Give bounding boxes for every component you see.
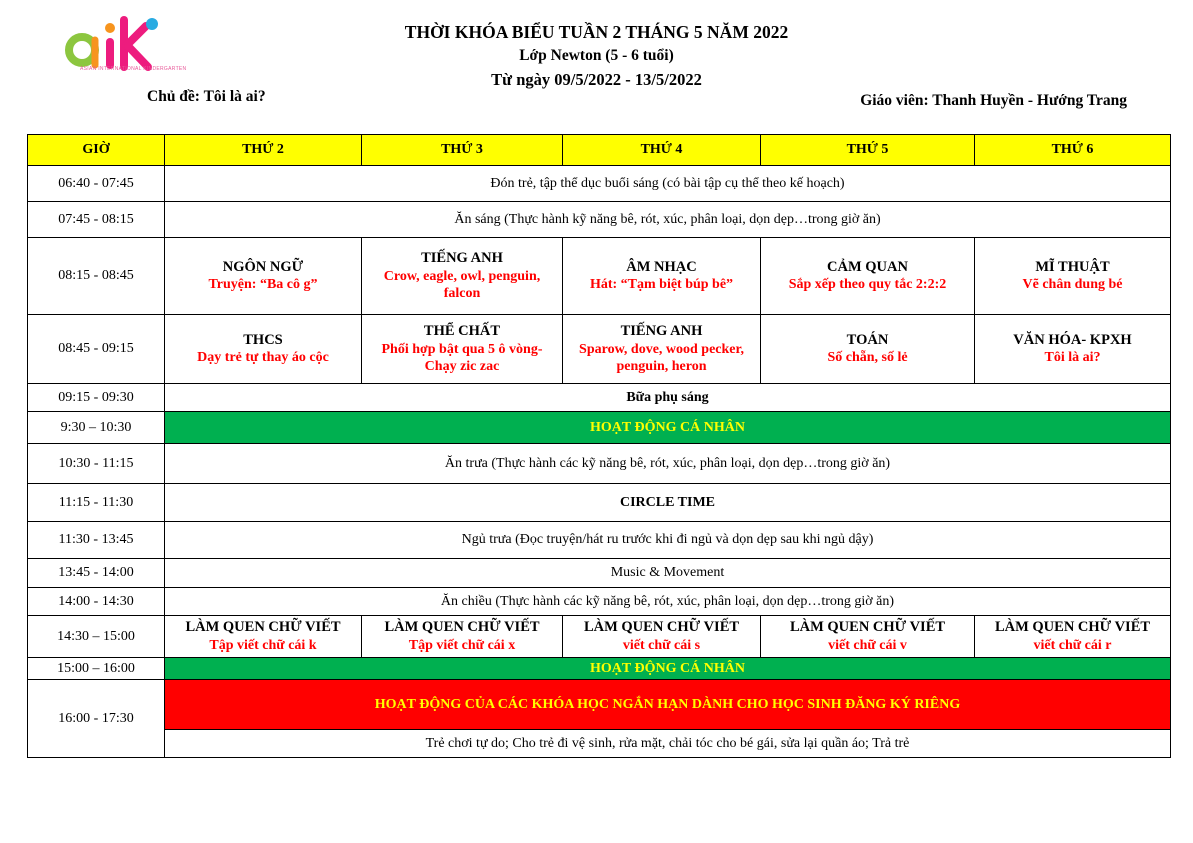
- lesson-detail: Vẽ chân dung bé: [1022, 277, 1123, 293]
- lesson-cell: [362, 616, 563, 658]
- time-cell: 08:15 - 08:45: [28, 238, 165, 315]
- table-row: [28, 202, 1171, 238]
- time-cell: 07:45 - 08:15: [28, 202, 165, 238]
- lesson-cell: [761, 315, 975, 384]
- activity-cell: CIRCLE TIME: [165, 484, 1171, 522]
- time-cell: 9:30 – 10:30: [28, 412, 165, 444]
- logo-caption: ASIAN INTERNATIONAL KINDERGARTEN: [80, 66, 187, 72]
- time-cell: 14:30 – 15:00: [28, 616, 165, 658]
- date-range: Từ ngày 09/5/2022 - 13/5/2022: [491, 70, 702, 89]
- lesson-cell: [362, 238, 563, 315]
- subject-name: MĨ THUẬT: [1035, 258, 1110, 275]
- col-header-wed: THỨ 4: [563, 135, 761, 166]
- subject-name: LÀM QUEN CHỮ VIẾT: [583, 619, 740, 636]
- table-row: [28, 444, 1171, 484]
- lesson-cell: [761, 238, 975, 315]
- subject-name: VĂN HÓA- KPXH: [1013, 331, 1132, 348]
- lesson-cell: [761, 616, 975, 658]
- table-row: [28, 412, 1171, 444]
- timetable: [27, 134, 1171, 758]
- activity-cell: Bữa phụ sáng: [165, 384, 1171, 412]
- special-course-cell: HOẠT ĐỘNG CỦA CÁC KHÓA HỌC NGẮN HẠN DÀNH CHO HỌC SINH ĐĂNG KÝ RIÊNG: [165, 680, 1171, 730]
- lesson-cell: [975, 238, 1171, 315]
- time-cell: 09:15 - 09:30: [28, 384, 165, 412]
- subject-name: ÂM NHẠC: [626, 258, 697, 275]
- subject-name: TOÁN: [846, 331, 889, 348]
- subject-name: THCS: [243, 331, 283, 348]
- subject-name: LÀM QUEN CHỮ VIẾT: [789, 619, 946, 636]
- time-cell: 11:30 - 13:45: [28, 522, 165, 559]
- table-row: [28, 559, 1171, 588]
- table-row: [28, 658, 1171, 680]
- lesson-detail: Tập viết chữ cái k: [209, 637, 317, 653]
- col-header-mon: THỨ 2: [165, 135, 362, 166]
- subject-name: LÀM QUEN CHỮ VIẾT: [384, 619, 540, 636]
- table-row: [28, 315, 1171, 384]
- time-cell: 11:15 - 11:30: [28, 484, 165, 522]
- activity-cell: Ăn sáng (Thực hành kỹ năng bê, rót, xúc, phân loại, dọn dẹp…trong giờ ăn): [165, 202, 1171, 238]
- lesson-cell: [362, 315, 563, 384]
- subject-name: NGÔN NGỮ: [222, 258, 304, 275]
- time-cell: 10:30 - 11:15: [28, 444, 165, 484]
- lesson-detail: viết chữ cái v: [828, 637, 907, 653]
- time-cell: 08:45 - 09:15: [28, 315, 165, 384]
- time-cell: 06:40 - 07:45: [28, 166, 165, 202]
- activity-cell: Ăn trưa (Thực hành các kỹ năng bê, rót, xúc, phân loại, dọn dẹp…trong giờ ăn): [165, 444, 1171, 484]
- lesson-detail: Số chẵn, số lẻ: [827, 350, 908, 366]
- lesson-cell: [975, 616, 1171, 658]
- lesson-detail: Tôi là ai?: [1044, 350, 1101, 366]
- activity-cell: Đón trẻ, tập thể dục buổi sáng (có bài tập cụ thể theo kế hoạch): [165, 166, 1171, 202]
- lesson-detail: Hát: “Tạm biệt búp bê”: [589, 277, 734, 293]
- col-header-time: GIỜ: [28, 135, 165, 166]
- subject-name: TIẾNG ANH: [421, 250, 503, 267]
- lesson-cell: [975, 315, 1171, 384]
- subject-name: LÀM QUEN CHỮ VIẾT: [185, 619, 341, 636]
- highlight-activity-cell: HOẠT ĐỘNG CÁ NHÂN: [165, 412, 1171, 444]
- highlight-activity-cell: HOẠT ĐỘNG CÁ NHÂN: [165, 658, 1171, 680]
- table-row: [28, 484, 1171, 522]
- table-row: [28, 680, 1171, 730]
- lesson-cell: [563, 616, 761, 658]
- col-header-tue: THỨ 3: [362, 135, 563, 166]
- class-name: Lớp Newton (5 - 6 tuổi): [519, 47, 674, 64]
- table-row: [28, 522, 1171, 559]
- lesson-detail: viết chữ cái s: [622, 637, 701, 653]
- col-header-thu: THỨ 5: [761, 135, 975, 166]
- time-cell: 13:45 - 14:00: [28, 559, 165, 588]
- lesson-cell: [563, 315, 761, 384]
- theme-label: Chủ đề: Tôi là ai?: [147, 88, 266, 105]
- lesson-cell: [165, 616, 362, 658]
- page-title: THỜI KHÓA BIỂU TUẦN 2 THÁNG 5 NĂM 2022: [404, 22, 789, 42]
- activity-cell: Ngủ trưa (Đọc truyện/hát ru trước khi đi ngủ và dọn dẹp sau khi ngủ dậy): [165, 522, 1171, 559]
- subject-name: LÀM QUEN CHỮ VIẾT: [994, 619, 1151, 636]
- time-cell: 16:00 - 17:30: [28, 680, 165, 758]
- table-row: [28, 384, 1171, 412]
- table-row: [28, 730, 1171, 758]
- table-row: [28, 588, 1171, 616]
- lesson-detail: Sparow, dove, wood pecker, penguin, heron: [579, 341, 744, 374]
- lesson-detail: Phối hợp bật qua 5 ô vòng- Chạy zic zac: [381, 341, 543, 374]
- activity-cell: Music & Movement: [165, 559, 1171, 588]
- lesson-detail: Truyện: “Ba cô g”: [208, 277, 318, 293]
- lesson-detail: Tập viết chữ cái x: [408, 637, 516, 653]
- lesson-detail: Dạy trẻ tự thay áo cộc: [197, 350, 329, 366]
- header-row: [28, 135, 1171, 166]
- subject-name: TIẾNG ANH: [620, 323, 703, 340]
- time-cell: 14:00 - 14:30: [28, 588, 165, 616]
- lesson-cell: [165, 315, 362, 384]
- activity-cell: Trẻ chơi tự do; Cho trẻ đi vệ sinh, rửa mặt, chải tóc cho bé gái, sửa lại quần áo; Trả trẻ: [165, 730, 1171, 758]
- table-row: [28, 238, 1171, 315]
- subject-name: CẢM QUAN: [827, 258, 908, 275]
- lesson-cell: [563, 238, 761, 315]
- table-row: [28, 166, 1171, 202]
- time-cell: 15:00 – 16:00: [28, 658, 165, 680]
- subject-name: THỂ CHẤT: [423, 323, 501, 340]
- lesson-detail: Crow, eagle, owl, penguin, falcon: [383, 268, 541, 301]
- activity-cell: Ăn chiều (Thực hành các kỹ năng bê, rót, xúc, phân loại, dọn dẹp…trong giờ ăn): [165, 588, 1171, 616]
- col-header-fri: THỨ 6: [975, 135, 1171, 166]
- lesson-detail: Sắp xếp theo quy tắc 2:2:2: [788, 277, 947, 293]
- lesson-cell: [165, 238, 362, 315]
- lesson-detail: viết chữ cái r: [1033, 637, 1112, 653]
- table-row: [28, 616, 1171, 658]
- teacher-label: Giáo viên: Thanh Huyền - Hướng Trang: [860, 92, 1127, 109]
